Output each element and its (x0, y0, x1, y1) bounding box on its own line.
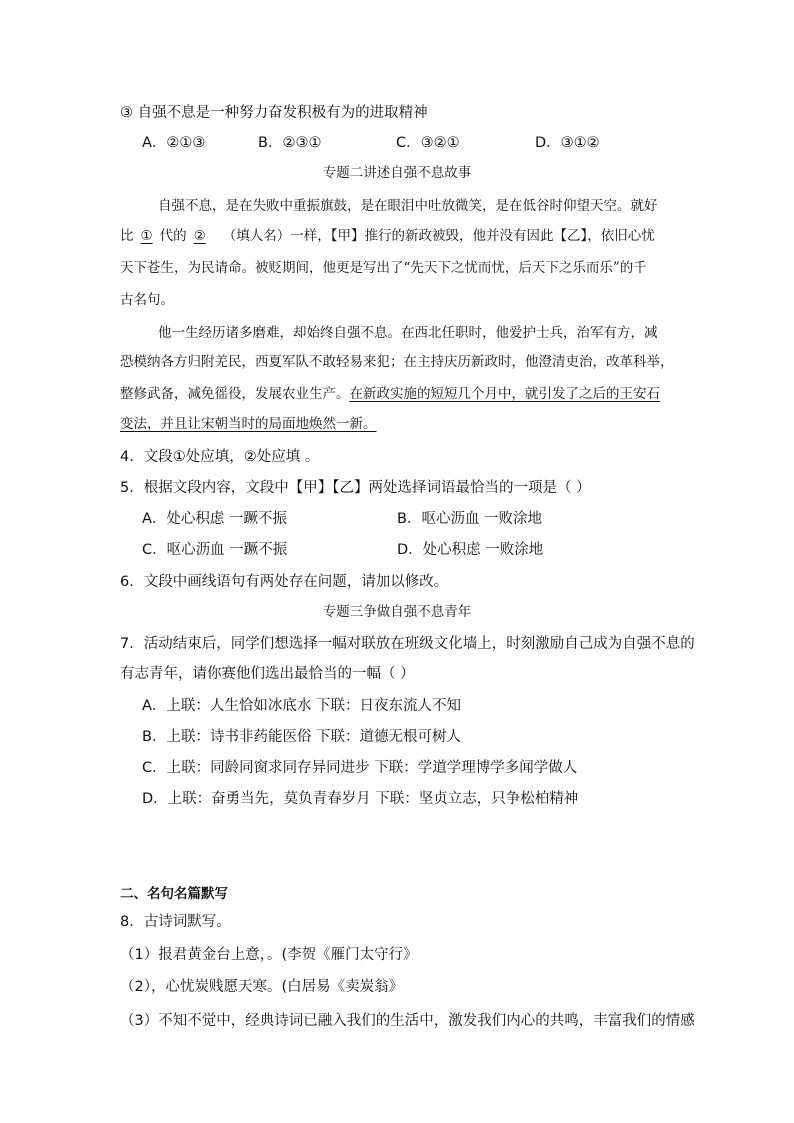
q5-option-d: D．处心积虑 一败涂地 (397, 542, 544, 558)
q4-stem: 4．文段①处应填，②处应填 。 (120, 449, 320, 465)
text-run: 代的 (159, 228, 187, 244)
q8-item-3: （3）不知不觉中，经典诗词已融入我们的生活中，激发我们内心的共鸣，丰富我们的情感 (120, 1013, 695, 1029)
q8-item-2: （2），心忧炭贱愿天寒。(白居易《卖炭翁》 (120, 979, 404, 995)
topic2-p2-line2: 恐模纳各方归附羌民，西夏军队不敢轻易来犯；在主持庆历新政时，他澄清吏治，改革科举， (120, 354, 674, 370)
q6-stem: 6．文段中画线语句有两处存在问题，请加以修改。 (120, 574, 449, 590)
q7-option-a: A．上联：人生恰如冰底水 下联：日夜东流人不知 (142, 698, 462, 714)
text-run: （填人名）一样，【甲】推行的新政被毁，他并没有因此【乙】，依旧心忧 (222, 228, 655, 244)
q3-statement: ③ 自强不息是一种努力奋发积极有为的进取精神 (120, 105, 428, 121)
underlined-sentence: 在新政实施的短短几个月中，就引发了之后的王安石 (349, 386, 660, 402)
q5-option-a: A．处心积虑 一蹶不振 (142, 511, 288, 527)
q3-option-d: D．③①② (535, 135, 600, 151)
q5-option-b: B．呕心沥血 一败涂地 (397, 511, 543, 527)
q8-item-1: （1）报君黄金台上意，。(李贺《雁门太守行》 (120, 947, 418, 963)
topic2-title: 专题二讲述自强不息故事 (322, 165, 472, 181)
q7-stem-line1: 7．活动结束后，同学们想选择一幅对联放在班级文化墙上，时刻激励自己成为自强不息的 (120, 636, 695, 652)
q3-option-c: C．③②① (396, 135, 460, 151)
q7-option-c: C．上联：同龄同窗求同存异同进步 下联：学道学理博学多闻学做人 (142, 760, 578, 776)
topic2-p1-line4: 古名句。 (120, 292, 174, 308)
topic2-p1-line3: 天下苍生，为民请命。被贬期间，他更是写出了“先天下之忧而忧，后天下之乐而乐”的千 (120, 260, 647, 276)
blank-1: ① (140, 228, 153, 244)
q7-option-d: D．上联：奋勇当先，莫负青春岁月 下联：坚贞立志，只争松柏精神 (142, 791, 579, 807)
q3-option-b: B．②③① (258, 135, 322, 151)
q5-option-c: C．呕心沥血 一蹶不振 (142, 542, 288, 558)
q7-stem-line2: 有志青年，请你赛他们选出最恰当的一幅（ ） (120, 666, 415, 682)
text-run: 整修武备，减免徭役，发展农业生产。 (120, 386, 350, 402)
blank-2: ② (193, 228, 206, 244)
q5-stem: 5．根据文段内容，文段中【甲】【乙】两处选择词语最恰当的一项是（ ） (120, 480, 591, 496)
q3-option-a: A．②①③ (142, 135, 206, 151)
q8-stem: 8．古诗词默写。 (120, 914, 231, 930)
topic2-p2-line4: 变法，并且让宋朝当时的局面地焕然一新。 (120, 416, 377, 432)
topic3-title: 专题三争做自强不息青年 (322, 604, 472, 620)
topic2-p2-line3 (120, 384, 660, 404)
topic2-p1-line1: 自强不息，是在失败中重振旗鼓，是在眼泪中吐放微笑，是在低谷时仰望天空。就好 (158, 198, 658, 214)
topic2-p2-line1: 他一生经历诸多磨难，却始终自强不息。在西北任职时，他爱护士兵，治军有方，减 (158, 325, 658, 341)
q7-option-b: B．上联：诗书非药能医俗 下联：道德无根可树人 (142, 729, 462, 745)
topic2-p1-line2 (120, 226, 655, 246)
text-run: 比 (120, 228, 134, 244)
section2-title: 二、名句名篇默写 (120, 886, 228, 902)
